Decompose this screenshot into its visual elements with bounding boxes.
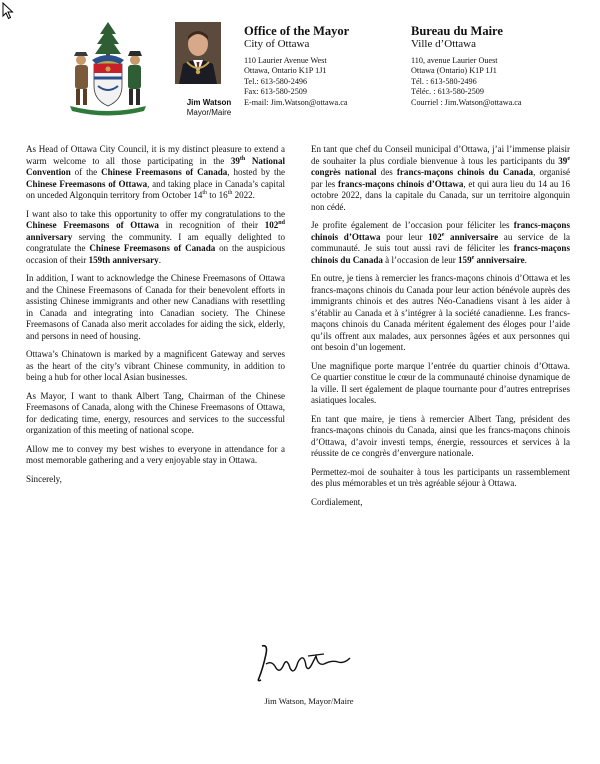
english-paragraph-4: Ottawa’s Chinatown is marked by a magnificent Gateway and serves as the heart of the city’s vibrant Chinese community, in addition to being a hub for other local Asian businesses.	[26, 349, 285, 382]
fax-en: Fax: 613-580-2509	[244, 87, 307, 97]
address-line-2-fr: Ottawa (Ontario) K1P 1J1	[411, 66, 497, 76]
city-name-fr: Ville d’Ottawa	[411, 38, 477, 50]
mouse-pointer-icon	[2, 2, 16, 20]
address-line-1-en: 110 Laurier Avenue West	[244, 56, 327, 65]
email-en: E-mail: Jim.Watson@ottawa.ca	[244, 97, 348, 107]
french-paragraph-4: Une magnifique porte marque l’entrée du quartier chinois d’Ottawa. Ce quartier constitue le cœur de la communauté chinoise dynamique de la ville. Il sert également de plaque tournante pour d’autres entreprises asiatiques locales.	[311, 360, 570, 405]
english-paragraph-3: In addition, I want to acknowledge the Chinese Freemasons of Ottawa and the Chinese Freemasons of Canada for their benevolent efforts in assisting Chinese immigrants and other new Canadians with resettling in Canada and integrating into Canadian society. The Chinese Freemasons of Canada also merit accolades for aiding the sick, elderly, and persons in need of housing.	[26, 273, 285, 341]
french-paragraph-3: En outre, je tiens à remercier les francs-maçons chinois d’Ottawa et les francs-maçons chinois du Canada pour leur action bénévole auprès des immigrants chinois et des autres Néo-Canadiens visant à les aider à s’établir au Canada et à s’intégrer à la société canadienne. Les francs-maçons chinois du Canada méritent également des éloges pour l’aide qu’ils offrent aux malades, aux personnes âgées et aux personnes qui ont besoin d’un logement.	[311, 273, 570, 352]
letter-body-english	[26, 144, 285, 492]
office-title-en: Office of the Mayor	[244, 24, 350, 38]
address-line-2-en: Ottawa, Ontario K1P 1J1	[244, 66, 327, 76]
french-paragraph-5: En tant que maire, je tiens à remercier Albert Tang, président des francs-maçons chinois du Canada, ainsi que les francs-maçons chinois d’Ottawa, d’avoir investi temps, énergie, ressources et services à la réussite de ce congrès d’envergure nationale.	[311, 413, 570, 458]
french-paragraph-2: Je profite également de l’occasion pour féliciter les francs-maçons chinois d’Ottawa pour leur 102e anniversaire au service de la communauté. Je suis tout aussi ravi de féliciter les francs-maçons chinois du Canada à l’occasion de leur 159e anniversaire.	[311, 220, 571, 265]
english-paragraph-2: I want also to take this opportunity to offer my congratulations to the Chinese Freemasons of Ottawa in recognition of their 102nd anniversary serving the community. I am equally delighted to congratulate the Chinese Freemasons of Canada on the auspicious occasion of their 159th anniversary.	[26, 208, 285, 265]
mayor-portrait	[175, 22, 221, 84]
office-title-fr: Bureau du Maire	[411, 24, 503, 38]
letter-page	[26, 14, 586, 756]
handwritten-signature	[254, 642, 354, 684]
address-line-1-fr: 110, avenue Laurier Ouest	[411, 56, 498, 65]
mayor-title: Mayor/Maire	[186, 108, 232, 117]
english-paragraph-1: As Head of Ottawa City Council, it is my distinct pleasure to extend a warm welcome to all those participating in the 39th National Convention of the Chinese Freemasons of Canada, hosted by the Chinese Freemasons of Ottawa, and taking place in Canada’s capital on unceded Algonquin territory from October 14th to 16th 2022.	[26, 144, 286, 200]
office-block-french	[411, 24, 522, 108]
city-name-en: City of Ottawa	[244, 38, 310, 50]
letter-body-french	[311, 144, 570, 515]
fax-fr: Téléc. : 613-580-2509	[411, 87, 484, 97]
mayor-name: Jim Watson	[186, 98, 232, 107]
french-paragraph-6: Permettez-moi de souhaiter à tous les participants un rassemblement des plus mémorables et un très agréable séjour à Ottawa.	[311, 466, 570, 488]
office-block-english	[244, 24, 349, 108]
email-fr: Courriel : Jim.Watson@ottawa.ca	[411, 97, 522, 107]
signer-name: Jim Watson, Mayor/Maire	[264, 696, 354, 706]
english-closing: Sincerely,	[26, 473, 62, 484]
telephone-fr: Tél. : 613-580-2496	[411, 76, 477, 86]
french-paragraph-1: En tant que chef du Conseil municipal d’Ottawa, j’ai l’immense plaisir de souhaiter la plus cordiale bienvenue à tous les participants du 39e congrès national des francs-maçons chinois du Canada, organisé par les francs-maçons chinois d’Ottawa, et qui aura lieu du 14 au 16 octobre 2022, dans la capitale du Canada, sur un territoire algonquin non cédé.	[311, 144, 570, 212]
telephone-en: Tel.: 613-580-2496	[244, 76, 308, 86]
english-paragraph-5: As Mayor, I want to thank Albert Tang, Chairman of the Chinese Freemasons of Canada, along with the Chinese Freemasons of Ottawa, for dedicating time, energy, resources and services to the successful organization of this meeting of national scope.	[26, 390, 285, 435]
letterhead	[26, 14, 586, 144]
french-closing: Cordialement,	[311, 496, 363, 507]
ottawa-coat-of-arms-icon	[64, 20, 152, 116]
english-paragraph-6: Allow me to convey my best wishes to everyone in attendance for a most memorable gathering and a very enjoyable stay in Ottawa.	[26, 443, 285, 465]
